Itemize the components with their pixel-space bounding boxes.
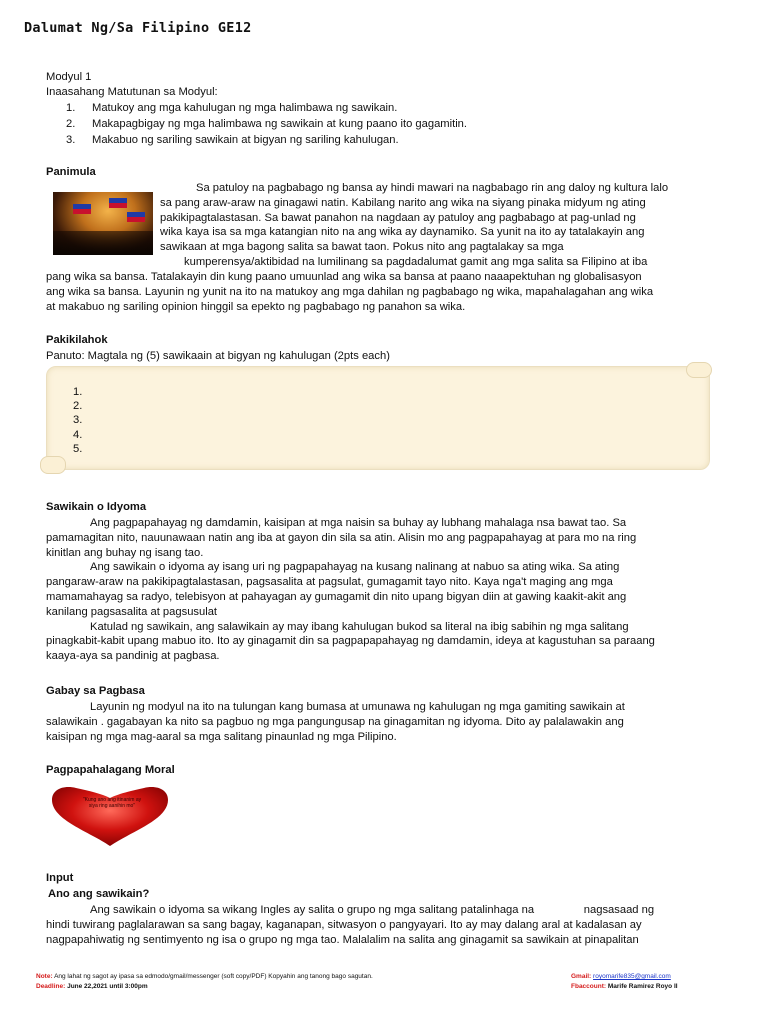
sawikain-heading: Sawikain o Idyoma [46, 501, 147, 513]
text-line: pangaraw-araw na pakikipagtalastasan, pagsasalita at pagsulat, gumagamit tayo nito. Kaya nga't maging ang mga [46, 576, 613, 589]
note-label: Note: [36, 973, 53, 980]
input-paragraph [46, 903, 708, 947]
list-text: Matukoy ang mga kahulugan ng mga halimbawa ng sawikain. [92, 102, 398, 114]
text-line: kinitlan ang buhay ng isang tao. [46, 546, 204, 559]
text-line: wika kaya isa sa mga katangian nito na ang wika ay daynamiko. Sa yunit na ito ay tatalakayin ang [160, 226, 645, 239]
footer-gmail [571, 972, 671, 982]
heart-shape [50, 784, 170, 848]
document-title: Dalumat Ng/Sa Filipino GE12 [24, 20, 252, 36]
scroll-curl [686, 362, 712, 378]
heart-quote: "Kung ano ang itinanim ay siya ring aanihin mo" [82, 797, 142, 809]
panimula-paragraph [160, 181, 720, 270]
text-line: pang wika sa bansa. Tatalakayin din kung paano umuunlad ang wika sa bansa at paano naaapektuhan ng globalisasyon [46, 271, 642, 283]
text-line: kumperensya/aktibidad na lumilinang sa pagdadalumat gamit ang mga salita sa Filipino at iba [184, 255, 648, 268]
crowd-photo [53, 192, 153, 255]
answer-item[interactable]: 1. [73, 386, 83, 398]
text-line: Ang pagpapahayag ng damdamin, kaisipan at mga naisin sa buhay ay lubhang mahalaga nsa bawat tao. Sa [90, 517, 627, 529]
gabay-heading: Gabay sa Pagbasa [46, 685, 145, 697]
input-heading: Input [46, 872, 74, 884]
footer-note [36, 972, 373, 982]
module-label: Modyul 1 [46, 71, 92, 83]
list-number: 2. [66, 118, 76, 130]
text-line: Ang sawikain o idyoma sa wikang Ingles ay salita o grupo ng mga salitang patalinhaga na nagsasaad ng [90, 904, 655, 916]
text-line: pamamagitan nito, nauunawaan natin ang iba at gayon din sila sa atin. Alisin mo ang pagpapahayag at para mo na ring [46, 531, 637, 544]
list-item [66, 100, 467, 116]
deadline-text: June 22,2021 until 3:00pm [67, 983, 148, 990]
gmail-label: Gmail: [571, 973, 592, 980]
text-line: mamamahayag sa radyo, telebisyon at pahayagan ay gumagamit din nito upang bigyan diin at gawing kaakit-akit ang [46, 590, 627, 603]
footer-deadline [36, 982, 148, 992]
text-line: Sa patuloy na pagbabago ng bansa ay hindi mawari na nagbabago rin ang daloy ng kultura lalo [196, 182, 669, 194]
answer-item[interactable]: 3. [73, 414, 83, 427]
deadline-label: Deadline: [36, 983, 66, 990]
text-line: pakikipagtalastasan. Sa bawat panahon na nagdaan ay patuloy ang pagbabago at pag-unlad ng [160, 211, 636, 224]
answer-scroll [46, 366, 710, 470]
objectives-list [66, 100, 467, 148]
text-line: kaaya-aya sa pandinig at pagbasa. [46, 650, 220, 663]
text-line: salawikain . gagabayan ka nito sa pagbuo ng mga pangungusap na ginagamitan ng idyoma. Dito ay palalawakin ang [46, 715, 624, 728]
sawikain-paragraph [46, 516, 708, 664]
text-line: kanilang pagsasalita at pagsusulat [46, 605, 218, 618]
moral-heading: Pagpapahalagang Moral [46, 764, 175, 776]
list-item [66, 132, 467, 148]
answer-item[interactable]: 4. [73, 428, 83, 441]
list-text: Makapagbigay ng mga halimbawa ng sawikain at kung paano ito gagamitin. [92, 118, 468, 130]
list-item [66, 116, 467, 132]
note-text: Ang lahat ng sagot ay ipasa sa edmodo/gmail/messenger (soft copy/PDF) Kopyahin ang tanong bago sagutan. [54, 973, 373, 980]
fb-label: Fbaccount: [571, 983, 607, 990]
text-line: kaisipan ng mga mag-aaral sa mga salitang pinaunlad ng mga Pilipino. [46, 730, 397, 743]
gmail-link[interactable]: royomarife835@gmail.com [593, 973, 671, 980]
answer-list [73, 385, 82, 456]
list-number: 1. [66, 102, 76, 114]
list-number: 3. [66, 134, 76, 146]
list-text: Makabuo ng sariling sawikain at bigyan ng sariling kahulugan. [92, 134, 399, 146]
panimula-heading: Panimula [46, 166, 96, 178]
objectives-heading: Inaasahang Matutunan sa Modyul: [46, 86, 218, 98]
text-line: Katulad ng sawikain, ang salawikain ay may ibang kahulugan bukod sa literal na ibig sabihin ng mga salitang [90, 620, 629, 633]
pakikilahok-instruction: Panuto: Magtala ng (5) sawikaain at bigyan ng kahulugan (2pts each) [46, 350, 390, 362]
answer-item[interactable]: 2. [73, 400, 83, 413]
footer-fb [571, 982, 678, 992]
input-question: Ano ang sawikain? [48, 888, 150, 900]
fb-name: Marife Ramirez Royo II [607, 983, 678, 990]
text-line: ang wika sa bansa. Layunin ng yunit na ito na matukoy ang mga dahilan ng pagbabago ng wika, mapahalagahan ang wika [46, 285, 654, 298]
answer-item[interactable]: 5. [73, 442, 83, 455]
text-line: sa pang araw-araw na ginagawi natin. Kabilang narito ang wika na siyang pinaka midyum ng ating [160, 196, 646, 209]
pakikilahok-heading: Pakikilahok [46, 334, 108, 346]
text-line: sawikaan at mga bagong salita sa bawat taon. Pokus nito ang pagtalakay sa mga [160, 241, 564, 254]
text-line: Layunin ng modyul na ito na tulungan kang bumasa at umunawa ng kahulugan ng mga gamiting sawikain at [90, 701, 625, 713]
text-line: at makabuo ng sariling opinion hinggil sa epekto ng pagbabago ng panahon sa wika. [46, 300, 466, 313]
scroll-curl [40, 456, 66, 474]
text-line: hindi tuwirang paglalarawan sa sang bagay, kaganapan, sitwasyon o pangyayari. Ito ay may dalang aral at kadalasan ay [46, 918, 642, 931]
text-line: pinagkabit-kabit upang mabuo ito. Ito ay ginagamit din sa pagpapapahayag ng damdamin, ideya at kagustuhan sa paraang [46, 635, 655, 648]
gabay-paragraph [46, 700, 708, 744]
text-line: Ang sawikain o idyoma ay isang uri ng pagpapahayag na kusang nalinang at nabuo sa ating wika. Sa ating [90, 561, 620, 574]
text-line: nagpapahiwatig ng sentimyento ng isa o grupo ng mga tao. Malalalim na salita ang ginagamit sa sawikain at pinapalitan [46, 933, 639, 946]
panimula-paragraph-cont [46, 270, 726, 314]
